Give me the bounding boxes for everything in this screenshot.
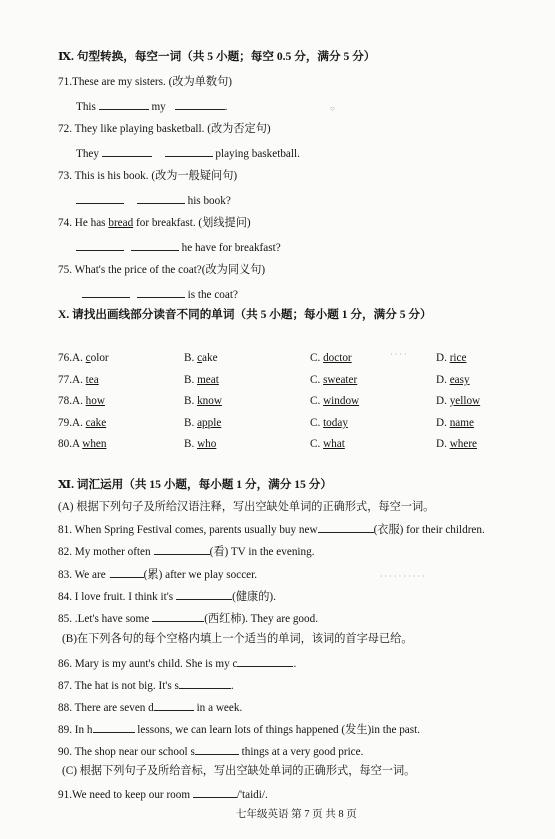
answer-blank[interactable] — [154, 544, 210, 555]
answer-blank[interactable] — [154, 700, 194, 711]
question-74: 74. He has bread for breakfast. (划线提问) — [58, 217, 251, 229]
part-c-instruction: (C) 根据下列句子及所给音标，写出空缺处单词的正确形式，每空一词。 — [62, 765, 416, 777]
underlined-part: c — [85, 352, 91, 364]
question-91: 91.We need to keep our room /'taidi/. — [58, 789, 268, 801]
question-85: 85. .Let's have some (西红柿). They are good. — [58, 613, 319, 625]
question-72-answer-line: They playing basketball. — [76, 148, 300, 160]
answer-blank[interactable] — [318, 522, 374, 533]
question-73-answer-line: his book? — [76, 193, 231, 208]
option-word: meat — [197, 374, 219, 386]
option-word: apple — [197, 417, 222, 429]
question-81: 81. When Spring Festival comes, parents usually buy new (衣服) for their children. — [58, 524, 485, 536]
answer-blank[interactable] — [137, 193, 185, 204]
option: 79.A. cake — [58, 417, 107, 429]
answer-blank[interactable] — [175, 99, 225, 110]
question-71-answer-line: This my . — [76, 101, 228, 113]
question-89: 89. In h lessons, we can learn lots of things happened (发生)in the past. — [58, 724, 421, 736]
option: D. easy — [436, 374, 470, 386]
question-87: 87. The hat is not big. It's s . — [58, 680, 234, 692]
question-82: 82. My mother often (看) TV in the evening. — [58, 546, 315, 558]
option-word: cake — [85, 417, 107, 429]
answer-blank[interactable] — [76, 193, 124, 204]
answer-blank[interactable] — [165, 146, 213, 157]
option: C. doctor — [310, 352, 352, 364]
option: D. name — [436, 417, 474, 429]
option-word: yellow — [449, 395, 481, 407]
option: 80.A when — [58, 438, 107, 450]
option: C. sweater — [310, 374, 358, 386]
answer-blank[interactable] — [99, 99, 149, 110]
option-word: doctor — [323, 352, 352, 364]
answer-blank[interactable] — [110, 567, 144, 578]
answer-blank[interactable] — [193, 787, 237, 798]
option: B. meat — [184, 374, 219, 386]
option-word: window — [323, 395, 360, 407]
scan-speck: ○ — [330, 104, 335, 113]
answer-blank[interactable] — [82, 287, 130, 298]
answer-blank[interactable] — [176, 589, 232, 600]
option: D. rice — [436, 352, 467, 364]
answer-blank[interactable] — [131, 240, 179, 251]
section-10-title: X. 请找出画线部分读音不同的单词（共 5 小题；每小题 1 分，满分 5 分） — [58, 308, 432, 321]
option: D. where — [436, 438, 478, 450]
option-word: where — [449, 438, 478, 450]
scan-speck: · · · · — [390, 350, 407, 359]
option-word: name — [449, 417, 474, 429]
option-word: sweater — [323, 374, 358, 386]
answer-blank[interactable] — [76, 240, 124, 251]
option: D. yellow — [436, 395, 481, 407]
option: C. what — [310, 438, 345, 450]
answer-blank[interactable] — [152, 611, 204, 622]
option-word: rice — [449, 352, 467, 364]
option: 78.A. how — [58, 395, 105, 407]
option-word: how — [85, 395, 105, 407]
question-75: 75. What's the price of the coat?(改为同义句) — [58, 264, 266, 276]
option: B. who — [184, 438, 217, 450]
page-footer: 七年级英语 第 7 页 共 8 页 — [236, 809, 357, 820]
underlined-part: c — [197, 352, 203, 364]
scan-speck: · · · · · · · · · · — [380, 572, 425, 581]
question-90: 90. The shop near our school s things at a very good price. — [58, 746, 364, 758]
part-a-instruction: (A) 根据下列句子及所给汉语注释，写出空缺处单词的正确形式，每空一词。 — [58, 501, 435, 513]
option-word: who — [197, 438, 217, 450]
answer-blank[interactable] — [237, 656, 293, 667]
option-word: ake — [202, 352, 218, 364]
option-word: olor — [90, 352, 109, 364]
section-9-title: Ⅸ. 句型转换，每空一词（共 5 小题；每空 0.5 分，满分 5 分） — [58, 50, 376, 63]
option: 76.A. color — [58, 352, 109, 364]
option-word: easy — [449, 374, 470, 386]
option: C. today — [310, 417, 348, 429]
question-84: 84. I love fruit. I think it's (健康的). — [58, 591, 276, 603]
section-11-title: Ⅺ. 词汇运用（共 15 小题，每小题 1 分，满分 15 分） — [58, 478, 332, 491]
option-word: what — [323, 438, 345, 450]
option: C. window — [310, 395, 360, 407]
answer-blank[interactable] — [179, 678, 231, 689]
option: 77.A. tea — [58, 374, 99, 386]
answer-blank[interactable] — [137, 287, 185, 298]
option: B. apple — [184, 417, 222, 429]
answer-blank[interactable] — [102, 146, 152, 157]
underlined-part: tea — [85, 374, 99, 386]
question-88: 88. There are seven d in a week. — [58, 702, 243, 714]
part-b-instruction: (B)在下列各句的每个空格内填上一个适当的单词，该词的首字母已给。 — [62, 633, 413, 645]
question-71: 71.These are my sisters. (改为单数句) — [58, 76, 232, 88]
option: B. cake — [184, 352, 218, 364]
question-86: 86. Mary is my aunt's child. She is my c . — [58, 658, 297, 670]
option-word: today — [323, 417, 348, 429]
question-75-answer-line: is the coat? — [82, 287, 238, 302]
option: B. know — [184, 395, 222, 407]
question-73: 73. This is his book. (改为一般疑问句) — [58, 170, 238, 182]
option-word: know — [197, 395, 222, 407]
question-74-answer-line: he have for breakfast? — [76, 240, 281, 255]
answer-blank[interactable] — [195, 744, 239, 755]
answer-blank[interactable] — [93, 722, 135, 733]
question-83: 83. We are (累) after we play soccer. — [58, 569, 258, 581]
option-word: when — [82, 438, 107, 450]
question-72: 72. They like playing basketball. (改为否定句) — [58, 123, 271, 135]
